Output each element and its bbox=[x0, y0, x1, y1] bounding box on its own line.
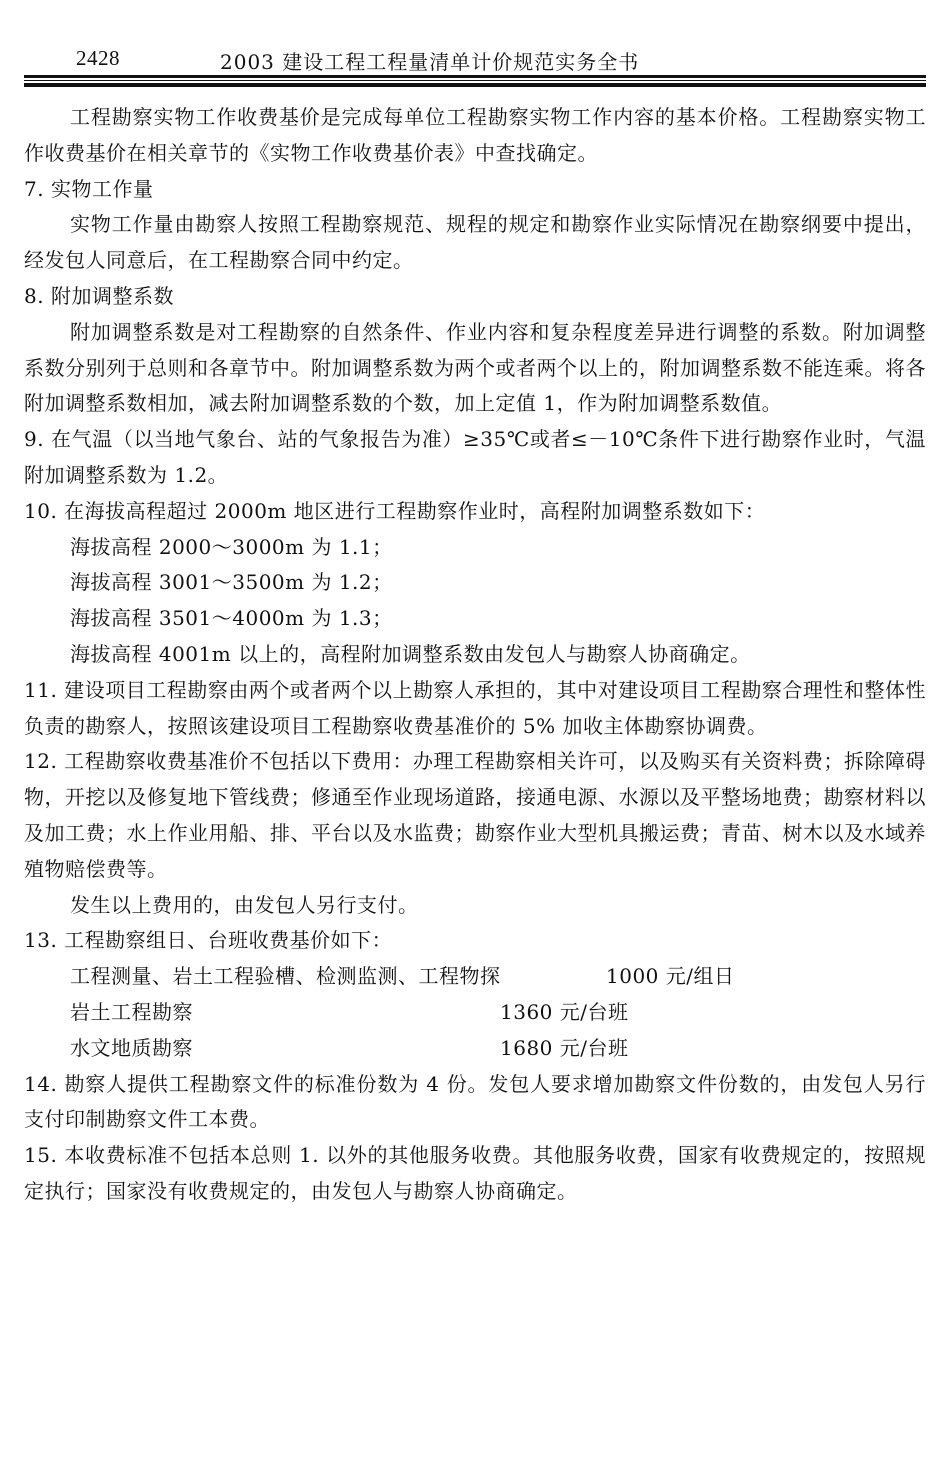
item-15: 15. 本收费标准不包括本总则 1. 以外的其他服务收费。其他服务收费，国家有收费规定的，按照规定执行；国家没有收费规定的，由发包人与勘察人协商确定。 bbox=[24, 1143, 926, 1203]
rate-row bbox=[24, 959, 926, 995]
item-11: 11. 建设项目工程勘察由两个或者两个以上勘察人承担的，其中对建设项目工程勘察合理性和整体性负责的勘察人，按照该建设项目工程勘察收费基准价的 5% 加收主体勘察协调费。 bbox=[24, 677, 926, 738]
rate-row bbox=[24, 1031, 926, 1067]
rate-name: 岩土工程勘察 bbox=[70, 999, 193, 1024]
altitude-item-1: 海拔高程 2000～3000m 为 1.1； bbox=[70, 534, 393, 559]
altitude-item-4: 海拔高程 4001m 以上的，高程附加调整系数由发包人与勘察人协商确定。 bbox=[70, 641, 751, 666]
item-10: 10. 在海拔高程超过 2000m 地区进行工程勘察作业时，高程附加调整系数如下： bbox=[24, 498, 766, 523]
rate-price: 1000 元/组日 bbox=[606, 964, 735, 989]
body-text bbox=[24, 100, 926, 1210]
item-12-note: 发生以上费用的，由发包人另行支付。 bbox=[70, 892, 419, 917]
heading-8: 8. 附加调整系数 bbox=[24, 283, 174, 308]
altitude-item-2: 海拔高程 3001～3500m 为 1.2； bbox=[70, 570, 393, 595]
page-header bbox=[24, 40, 926, 74]
header-rule-thin bbox=[24, 80, 926, 81]
item-14: 14. 勘察人提供工程勘察文件的标准份数为 4 份。发包人要求增加勘察文件份数的，由发包人另行支付印制勘察文件工本费。 bbox=[24, 1071, 926, 1132]
item-12: 12. 工程勘察收费基准价不包括以下费用：办理工程勘察相关许可，以及购买有关资料费；拆除障碍物，开挖以及修复地下管线费；修通至作业现场道路，接通电源、水源以及平整场地费；勘察材料以及加工费；水上作业用船、排、平台以及水监费；勘察作业大型机具搬运费；青苗、树木以及水域养殖物赔偿费等。 bbox=[24, 749, 926, 881]
heading-7: 7. 实物工作量 bbox=[24, 176, 154, 201]
paragraph-7: 实物工作量由勘察人按照工程勘察规范、规程的规定和勘察作业实际情况在勘察纲要中提出，经发包人同意后，在工程勘察合同中约定。 bbox=[24, 212, 926, 273]
paragraph-8: 附加调整系数是对工程勘察的自然条件、作业内容和复杂程度差异进行调整的系数。附加调整系数分别列于总则和各章节中。附加调整系数为两个或者两个以上的，附加调整系数不能连乘。将各附加调整系数相加，减去附加调整系数的个数，加上定值 1，作为附加调整系数值。 bbox=[24, 319, 926, 416]
rate-row bbox=[24, 995, 926, 1031]
item-13: 13. 工程勘察组日、台班收费基价如下： bbox=[24, 928, 393, 953]
page-number: 2428 bbox=[76, 46, 120, 70]
rate-price: 1680 元/台班 bbox=[500, 1035, 629, 1060]
altitude-item-3: 海拔高程 3501～4000m 为 1.3； bbox=[70, 606, 393, 631]
running-title: 2003 建设工程工程量清单计价规范实务全书 bbox=[220, 50, 640, 74]
item-9: 9. 在气温（以当地气象台、站的气象报告为准）≥35℃或者≤－10℃条件下进行勘察作业时，气温附加调整系数为 1.2。 bbox=[24, 427, 926, 487]
rate-name: 水文地质勘察 bbox=[70, 1035, 193, 1060]
rate-name: 工程测量、岩土工程验槽、检测监测、工程物探 bbox=[70, 964, 501, 989]
header-rule bbox=[24, 75, 926, 78]
header-rule-bottom bbox=[24, 83, 926, 87]
paragraph-base-price: 工程勘察实物工作收费基价是完成每单位工程勘察实物工作内容的基本价格。工程勘察实物工作收费基价在相关章节的《实物工作收费基价表》中查找确定。 bbox=[24, 105, 926, 165]
rate-price: 1360 元/台班 bbox=[500, 999, 629, 1024]
